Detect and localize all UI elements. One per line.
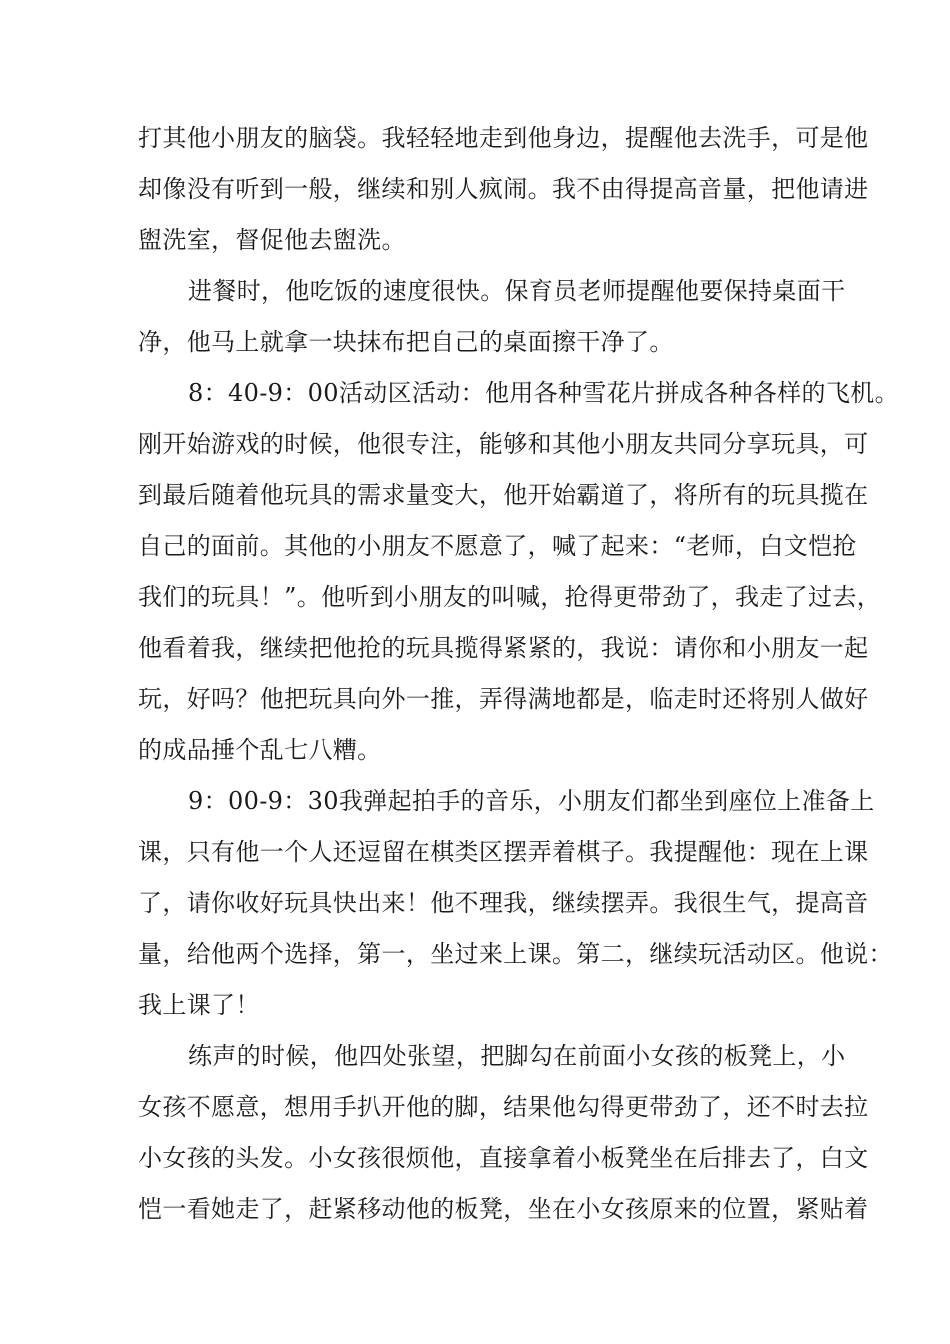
text-line: 的成品捶个乱七八糟。 <box>138 736 382 764</box>
text-line: 女孩不愿意，想用手扒开他的脚，结果他勾得更带劲了，还不时去拉 <box>138 1093 869 1121</box>
text-line: 进餐时，他吃饭的速度很快。保育员老师提醒他要保持桌面干 <box>188 277 846 305</box>
text-line: 课，只有他一个人还逗留在棋类区摆弄着棋子。我提醒他：现在上课 <box>138 838 869 866</box>
text-line: 玩，好吗？他把玩具向外一推，弄得满地都是，临走时还将别人做好 <box>138 685 869 713</box>
text-line: 练声的时候，他四处张望，把脚勾在前面小女孩的板凳上，小 <box>188 1042 846 1070</box>
text-line: 自己的面前。其他的小朋友不愿意了，喊了起来：“老师，白文恺抢 <box>138 532 857 560</box>
text-line: 到最后随着他玩具的需求量变大，他开始霸道了，将所有的玩具揽在 <box>138 481 869 509</box>
text-line: 净，他马上就拿一块抹布把自己的桌面擦干净了。 <box>138 328 674 356</box>
text-line: 量，给他两个选择，第一，坐过来上课。第二，继续玩活动区。他说： <box>138 940 893 968</box>
text-line: 8：40-9：00活动区活动：他用各种雪花片拼成各种各样的飞机。 <box>188 379 899 407</box>
text-line: 我上课了！ <box>138 991 260 1019</box>
text-line: 恺一看她走了，赶紧移动他的板凳，坐在小女孩原来的位置，紧贴着 <box>138 1195 869 1223</box>
text-line: 9：00-9：30我弹起拍手的音乐，小朋友们都坐到座位上准备上 <box>188 787 875 815</box>
text-line: 却像没有听到一般，继续和别人疯闹。我不由得提高音量，把他请进 <box>138 175 869 203</box>
text-line: 我们的玩具！”。他听到小朋友的叫喊，抢得更带劲了，我走了过去， <box>138 583 882 611</box>
text-line: 了，请你收好玩具快出来！他不理我，继续摆弄。我很生气，提高音 <box>138 889 869 917</box>
text-line: 打其他小朋友的脑袋。我轻轻地走到他身边，提醒他去洗手，可是他 <box>138 124 869 152</box>
text-line: 他看着我，继续把他抢的玩具揽得紧紧的，我说：请你和小朋友一起 <box>138 634 869 662</box>
text-line: 刚开始游戏的时候，他很专注，能够和其他小朋友共同分享玩具，可 <box>138 430 869 458</box>
text-line: 小女孩的头发。小女孩很烦他，直接拿着小板凳坐在后排去了，白文 <box>138 1144 869 1172</box>
text-line: 盥洗室，督促他去盥洗。 <box>138 226 406 254</box>
